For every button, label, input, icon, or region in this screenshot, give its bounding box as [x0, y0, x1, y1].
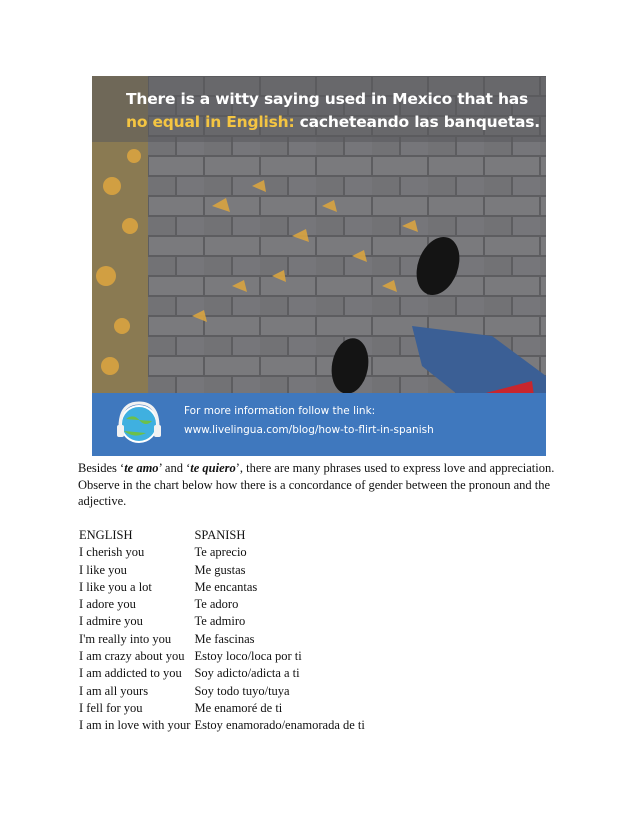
- english-cell: I fell for you: [79, 700, 143, 715]
- english-cell: I cherish you: [79, 545, 145, 560]
- english-cell: I like you a lot: [79, 579, 152, 594]
- banner-line-2: [126, 113, 546, 131]
- table-header-row: [77, 528, 367, 545]
- table-row: [77, 718, 367, 735]
- intro-text-3: ’, there are many phrases used to express love and appreciation. Observe in the chart below how there is a concordance of gender between the pronoun and the adjective.: [78, 461, 555, 508]
- banner-line-1: There is a witty saying used in Mexico that has: [126, 90, 529, 108]
- header-english: ENGLISH: [79, 528, 133, 542]
- english-cell: I like you: [79, 562, 127, 577]
- english-cell: I am crazy about you: [79, 649, 185, 664]
- hero-image: [92, 76, 546, 456]
- english-cell: I am addicted to you: [79, 666, 182, 681]
- table-row: [77, 563, 367, 580]
- table-row: [77, 684, 367, 701]
- spanish-cell: Me encantas: [194, 579, 258, 594]
- hero-footer: [92, 393, 546, 456]
- english-cell: I'm really into you: [79, 631, 172, 646]
- spanish-cell: Te aprecio: [194, 545, 247, 560]
- spanish-cell: Me enamoré de ti: [194, 700, 283, 715]
- spanish-cell: Te admiro: [194, 614, 246, 629]
- table-row: [77, 545, 367, 562]
- spanish-cell: Estoy enamorado/enamorada de ti: [194, 718, 365, 733]
- spanish-cell: Te adoro: [194, 597, 239, 612]
- banner-phrase: cacheteando las banquetas.: [294, 113, 540, 131]
- footer-link[interactable]: www.livelingua.com/blog/how-to-flirt-in-spanish: [184, 424, 434, 436]
- english-cell: I am all yours: [79, 683, 149, 698]
- header-spanish: SPANISH: [194, 528, 246, 542]
- hero-banner: [92, 76, 546, 142]
- spanish-cell: Soy adicto/adicta a ti: [194, 666, 300, 681]
- table-row: [77, 580, 367, 597]
- spanish-cell: Me fascinas: [194, 631, 255, 646]
- banner-highlight: no equal in English:: [126, 113, 295, 131]
- table-row: [77, 632, 367, 649]
- term-te-quiero: te quiero: [190, 461, 236, 475]
- intro-text-2: ’ and ‘: [158, 461, 191, 475]
- spanish-cell: Estoy loco/loca por ti: [194, 649, 302, 664]
- footer-caption: For more information follow the link:: [184, 405, 376, 417]
- vocabulary-table: [77, 528, 367, 736]
- english-cell: I admire you: [79, 614, 143, 629]
- term-te-amo: te amo: [124, 461, 159, 475]
- intro-paragraph: [78, 460, 558, 510]
- table-row: [77, 701, 367, 718]
- table-row: [77, 649, 367, 666]
- intro-text-1: Besides ‘: [78, 461, 125, 475]
- english-cell: I am in love with your: [79, 718, 191, 733]
- table-row: [77, 666, 367, 683]
- english-cell: I adore you: [79, 597, 136, 612]
- table-row: [77, 597, 367, 614]
- spanish-cell: Me gustas: [194, 562, 246, 577]
- globe-headset-icon: [112, 397, 166, 451]
- table-row: [77, 614, 367, 631]
- spanish-cell: Soy todo tuyo/tuya: [194, 683, 290, 698]
